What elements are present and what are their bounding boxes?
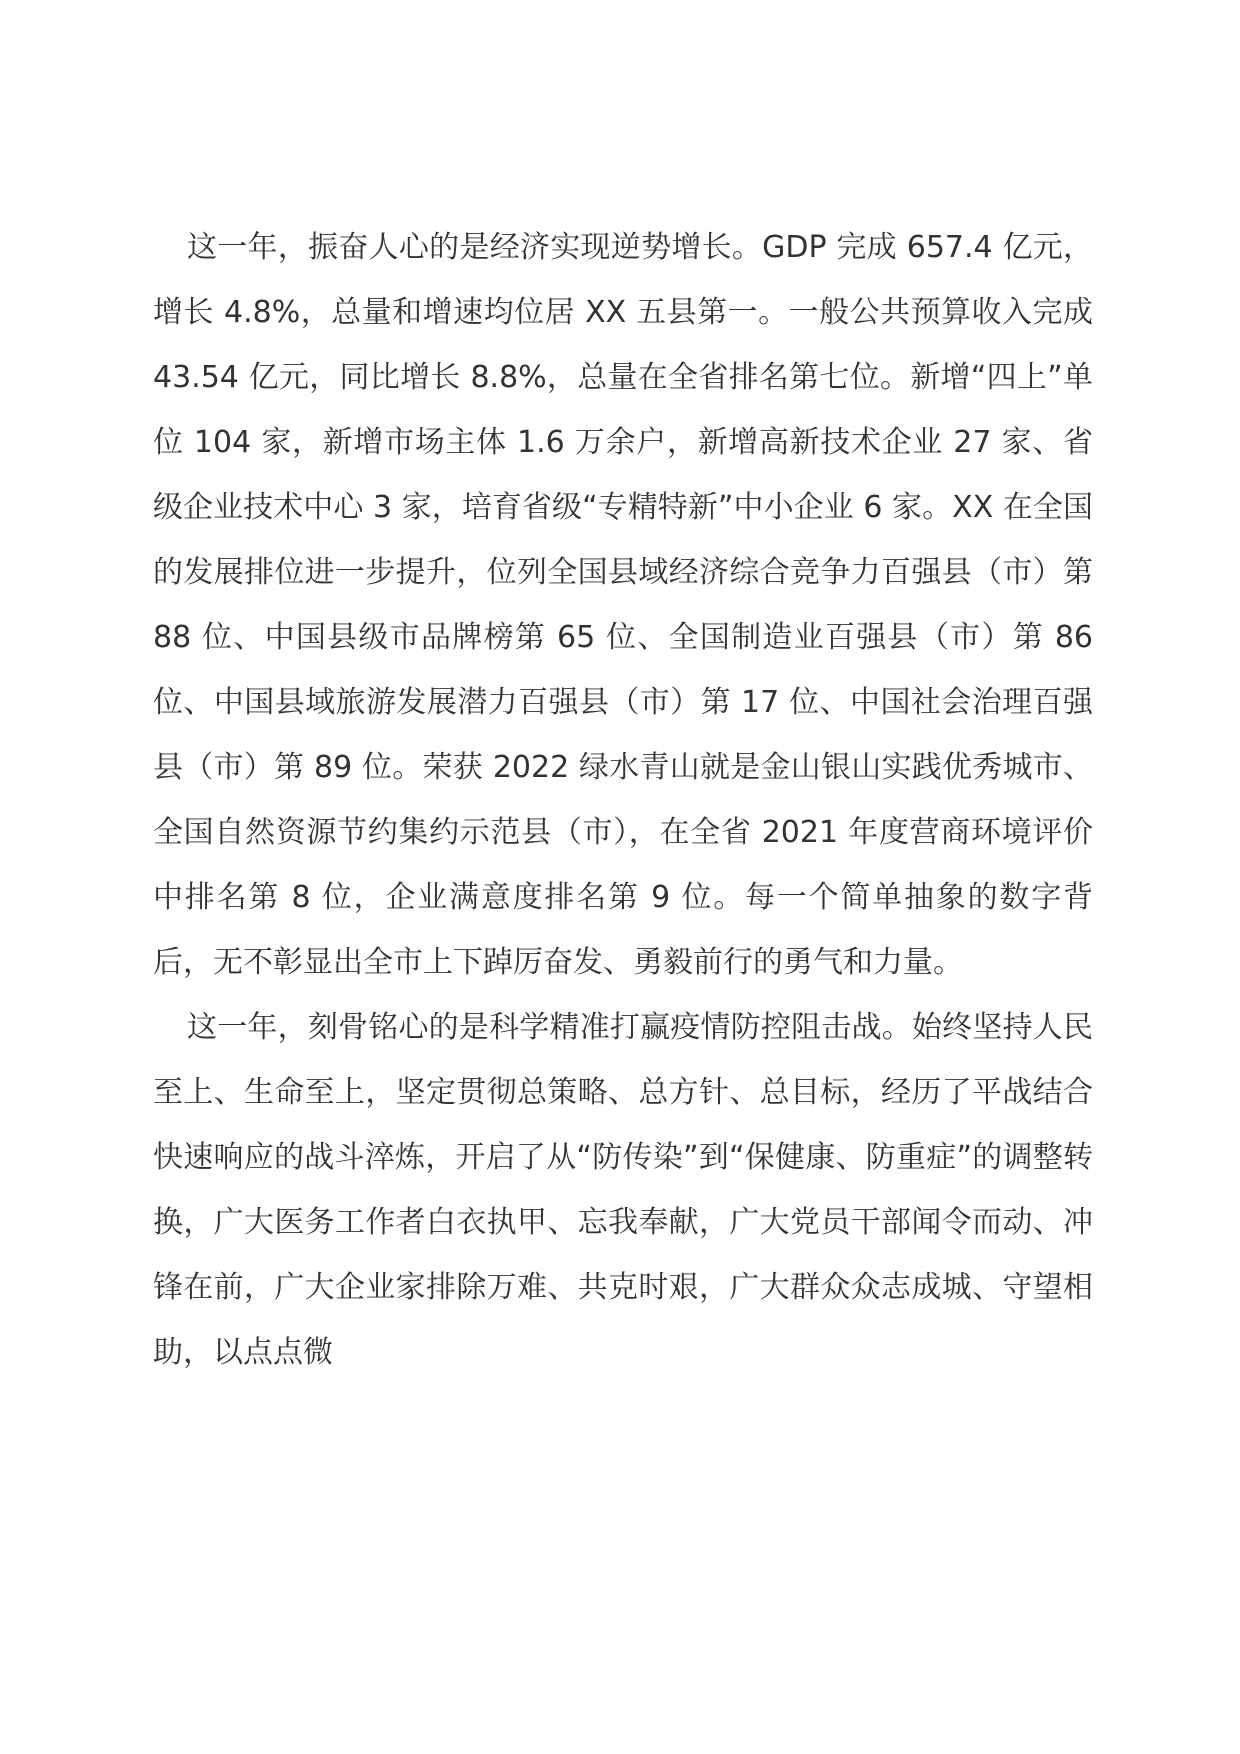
document-body (153, 215, 1093, 1385)
paragraph-epidemic: 这一年，刻骨铭心的是科学精准打赢疫情防控阻击战。始终坚持人民至上、生命至上，坚定贯彻总策略、总方针、总目标，经历了平战结合快速响应的战斗淬炼，开启了从“防传染”到“保健康、防重症”的调整转换，广大医务工作者白衣执甲、忘我奉献，广大党员干部闻令而动、冲锋在前，广大企业家排除万难、共克时艰，广大群众众志成城、守望相助，以点点微 (153, 1010, 1093, 1370)
paragraph-economy: 这一年，振奋人心的是经济实现逆势增长。GDP 完成 657.4 亿元，增长 4.8%，总量和增速均位居 XX 五县第一。一般公共预算收入完成 43.54 亿元，同比增长 8.8%，总量在全省排名第七位。新增“四上”单位 104 家，新增市场主体 1.6 万余户，新增高新技术企业 27 家、省级企业技术中心 3 家，培育省级“专精特新”中小企业 6 家。XX 在全国的发展排位进一步提升，位列全国县域经济综合竞争力百强县（市）第 88 位、中国县级市品牌榜第 65 位、全国制造业百强县（市）第 86 位、中国县域旅游发展潜力百强县（市）第 17 位、中国社会治理百强县（市）第 89 位。荣获 2022 绿水青山就是金山银山实践优秀城市、全国自然资源节约集约示范县（市），在全省 2021 年度营商环境评价中排名第 8 位，企业满意度排名第 9 位。每一个简单抽象的数字背后，无不彰显出全市上下踔厉奋发、勇毅前行的勇气和力量。 (153, 230, 1093, 980)
